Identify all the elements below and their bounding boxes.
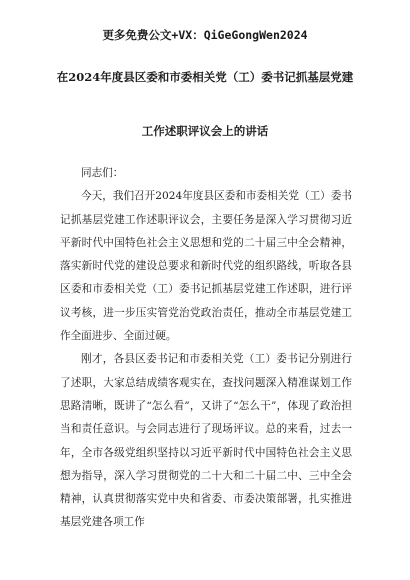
document-title-line-1: 在2024年度县区委和市委相关党（工）委书记抓基层党建 — [56, 70, 354, 84]
body-paragraph: 刚才，各县区委书记和市委相关党（工）委书记分别进行了述职，大家总结成绩客观实在，查找问题深入精准谋划工作思路清晰，既讲了“怎么看”，又讲了“怎么干”，体现了政治担当和责任意识。与会同志进行了现场评议。总的来看，过去一年，全市各级党组织坚持以习近平新时代中国特色社会主义思想为指导，深入学习贯彻党的二十大和二十届二中、三中全会精神，认真贯彻落实党中央和省委、市委决策部署，扎实推进基层党建各项工作 — [60, 353, 352, 529]
document-title-line-2: 工作述职评议会上的讲话 — [141, 124, 269, 138]
salutation: 同志们： — [81, 167, 124, 179]
body-paragraph: 今天，我们召开2024年度县区委和市委相关党（工）委书记抓基层党建工作述职评议会，主要任务是深入学习贯彻习近平新时代中国特色社会主义思想和党的二十届三中全会精神，落实新时代党的建设总要求和新时代党的组织路线，听取各县区委和市委相关党（工）委书记抓基层党建工作述职，进行评议考核，进一步压实管党治党政治责任，推动全市基层党建工作全面进步、全面过硬。 — [60, 190, 352, 343]
document-body — [60, 162, 352, 535]
watermark-header: 更多免费公文+VX：QiGeGongWen2024 — [102, 28, 308, 42]
